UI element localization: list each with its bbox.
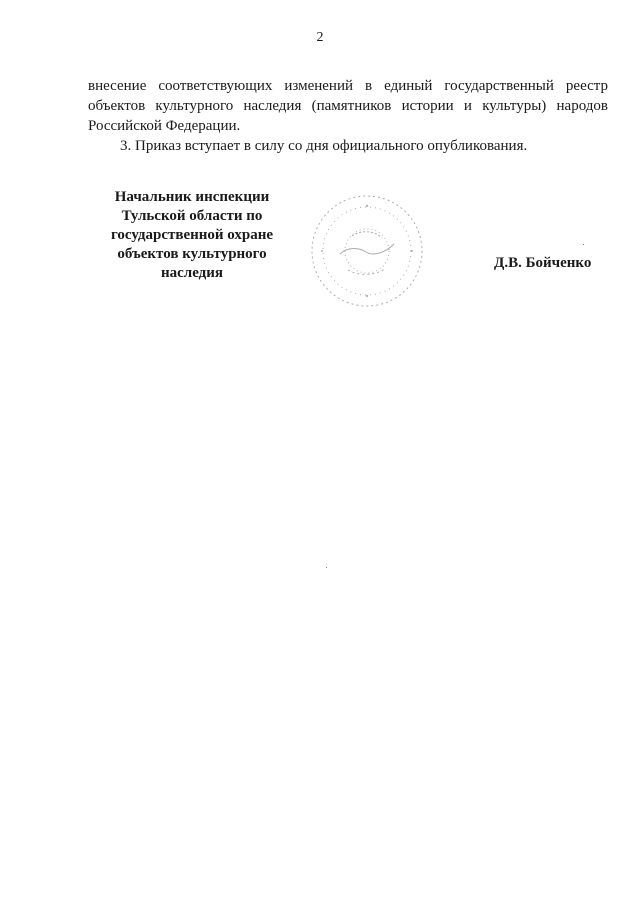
signer-position-line: государственной охране [110,227,274,243]
paragraph-continued [88,76,608,136]
text-line: объектов культурного наследия (памятников истории и культуры) народов [88,98,608,114]
signer-position [92,188,292,283]
page-number: 2 [316,30,324,45]
scan-speck [326,567,327,568]
signer-position-line: Тульской области по [121,208,263,224]
signer-position-line: наследия [160,265,224,281]
text-line: внесение соответствующих изменений в единый государственный реестр [88,78,608,94]
scan-speck [583,244,584,245]
text-line: Российской Федерации. [88,118,241,134]
official-seal-icon [308,192,426,310]
signer-position-line: объектов культурного [117,246,267,262]
signer-name: Д.В. Бойченко [494,255,592,271]
paragraph-item-3: 3. Приказ вступает в силу со дня официального опубликования. [120,138,528,154]
signer-position-line: Начальник инспекции [114,189,270,205]
